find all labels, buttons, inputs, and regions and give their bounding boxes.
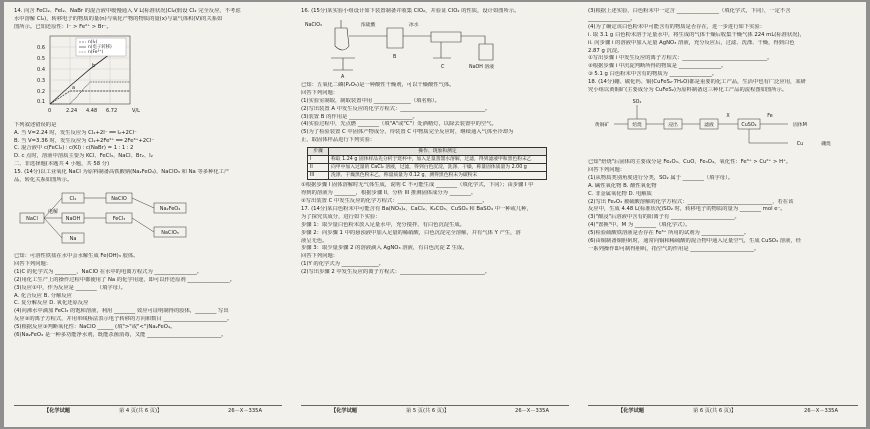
text-line: 已知：五氧化二磷(P₂O₅)是一种酸性干燥剂，可以干燥酸性气体。 xyxy=(301,81,455,88)
question-16-subquestions xyxy=(301,82,569,145)
text-line: 17. (14分)某白色粉末中可能含有 Ba(NO₃)₂、CaCl₂、K₂CO₃、CuSO₄ 和 BaSO₄ 中一种或几种， xyxy=(301,205,532,212)
text-line: 下列叙述错误的是 xyxy=(14,121,57,128)
flow-node: Cl₂ xyxy=(69,195,77,202)
text-line: 品，转化关系如图所示。 xyxy=(14,177,73,184)
apparatus-label: B xyxy=(393,54,397,60)
text-line: 一系列操作即可制得胆矾，指空气的作用是 ________________________。 xyxy=(588,245,760,252)
text-line: (3)根据上述实验，白色粉末中一定含 ________________（填化学式，下同），一定不含 xyxy=(588,8,791,14)
text-line: ②根据步骤 i 中沉淀判断所得的物质是 ________________。 xyxy=(588,63,727,70)
text-line: 2.87 g 沉淀。 xyxy=(588,47,623,54)
text-line: (4)向沸水中滴加 FeCl₃ 的饱和溶液，利用 ________ 效应可证明制得的胶体，________ 写出 xyxy=(14,308,229,315)
text-line: ②写出装置 C 中发生反应的化学方程式：________________________________。 xyxy=(301,197,488,204)
page-6 xyxy=(588,8,858,418)
q16-experiment-table xyxy=(307,147,547,180)
ytick: 0.1 xyxy=(37,98,45,105)
text-line: ii. 向步骤 i 的溶液中加入足量 AgNO₃ 溶液，充分反应后，过滤、洗涤、干燥，得到白色 xyxy=(588,39,795,46)
xtick: 4.48 xyxy=(86,107,98,114)
footer-code: 26－X－335A xyxy=(515,408,549,414)
question-14-options xyxy=(14,122,282,185)
text-line: (6)由铜制备铜胆矾时，通常向铜和稀硫酸的混合物中通入足量空气，生成 CuSO₄ 溶液，经 xyxy=(588,238,801,245)
question-17-18-text xyxy=(588,8,858,95)
legend-entry: n(电子转移) xyxy=(88,44,112,50)
table-row xyxy=(308,172,547,180)
apparatus-label: A xyxy=(341,74,345,80)
text-line: D. c 点时，溶液中溶质主要为 KCl、FeCl₃、NaCl、Br₂、I₂ xyxy=(14,153,153,160)
flow-node: NaCl xyxy=(26,215,38,222)
ytick: 0.6 xyxy=(37,44,45,51)
xtick: 6.72 xyxy=(106,107,118,114)
question-16-17-text xyxy=(301,182,569,277)
footer-code: 26－X－335A xyxy=(228,408,262,414)
text-line: C. 复分解反应 D. 氧化还原反应 xyxy=(14,300,89,307)
footer-code: 26－X－335A xyxy=(804,408,838,414)
apparatus-label: NaOH 溶液 xyxy=(469,64,495,70)
xtick: 0 xyxy=(48,107,52,114)
table-cell: III xyxy=(308,172,329,180)
text-line: (2)用化工生产上的操作过程中都使用了 Na 的化学用途，即可以作还原剂 ________________。 xyxy=(14,276,236,283)
flow-node: 固体M xyxy=(793,122,807,128)
text-line: (3)"酸浸"后溶液中含有的阳离子有 ________________________。 xyxy=(588,214,740,221)
footer-page: 第 4 页(共 6 页)】 xyxy=(119,408,163,414)
table-cell: 向甲中加入过量的 CaCl₂ 溶液，过滤，得到白色沉淀，洗涤、干燥，称量固体质量为 2.00 g xyxy=(329,164,547,172)
text-line: 究小组以黄铜矿(主要成分为 CuFeS₂)为原料制备这三种化工产品的流程图如图所示。 xyxy=(588,87,788,94)
question-15-subquestions xyxy=(14,253,282,340)
text-line: 反应②的离子方程式，并用单线桥法表示电子转移的方向和数目 ________________________。 xyxy=(14,316,233,323)
text-line: 为了探究其成分，进行如下实验： xyxy=(301,213,381,220)
text-line: 图所示。已知还原性：I⁻ > Fe²⁺ > Br⁻。 xyxy=(14,23,112,30)
text-line: 已知"焙烧"后固体的主要成分是 Fe₂O₃、CuO、Fe₃O₄，氧化性：Fe³⁺ > Cu²⁺ > H⁺。 xyxy=(588,158,792,165)
table-header: 操作、现象和测定 xyxy=(329,148,547,156)
table-row xyxy=(308,164,547,172)
text-line: (1)C 的化学式为 ________，NaClO 在水中的电离方程式为 ________________。 xyxy=(14,268,203,275)
table-cell: 称取 1.24 g 固体样品先分析于烧杯中，加入足量蒸馏水溶解，过滤，得到滤液甲和黑色粉末乙 xyxy=(329,156,547,164)
flow-node: Na xyxy=(69,235,77,242)
ytick: 0.2 xyxy=(37,88,45,95)
text-line: A. 当 V=2.24 时，发生反应为 Cl₂+2I⁻ ══ I₂+2Cl⁻ xyxy=(14,129,137,136)
ytick: 0.3 xyxy=(37,77,45,84)
page-footer xyxy=(301,405,569,418)
q15-flow-diagram xyxy=(14,187,214,251)
q14-chart xyxy=(14,34,164,120)
text-line: (2)写出装置 A 中发生反应的化学方程式：________________________________。 xyxy=(301,105,491,112)
xtick: V/L xyxy=(132,107,140,114)
text-line: (4)为了确定该白色粉末中可能含有的物质是否存在，进一步进行如下实验： xyxy=(588,23,766,30)
flow-node: Fe xyxy=(767,113,773,119)
apparatus-label: 浓硫酸 xyxy=(361,22,376,28)
table-cell: 洗涤、干燥黑色粉末乙，称量质量为 0.12 g，测得黑色粉末为碳粉末 xyxy=(329,172,547,180)
text-line: 15. (14分)以工业氧化 NaCl 为原料制备高铁酸钠(Na₂FeO₄)、NaClO₃ 和 Na 等多种化工产 xyxy=(14,169,230,176)
text-line: 止，取固体样品进行下列实验： xyxy=(301,137,376,144)
text-line: 步骤 3：取少量步骤 2 的溶液滴入 AgNO₃ 溶液，有白色沉淀 Z 生成。 xyxy=(301,245,468,252)
legend-entry: n(Fe³⁺) xyxy=(88,49,104,55)
text-line: 得到的溶液为 ________，根据步骤 II，分析 III 推测固体成分为 ________。 xyxy=(301,190,477,197)
text-line: ③ 5.1 g 白色粉末中含有的物质为 ________________。 xyxy=(588,71,718,78)
ytick: 0.5 xyxy=(37,55,45,62)
point-label: b xyxy=(92,62,96,69)
text-line: (3)装置 B 的作用是 ________________________。 xyxy=(301,113,418,120)
flow-node: X xyxy=(726,113,730,119)
flow-node: NaClO₃ xyxy=(161,229,179,236)
text-line: ________________。 xyxy=(588,15,636,22)
question-16-stem xyxy=(301,8,569,16)
table-cell: II xyxy=(308,164,329,172)
flow-node: SO₂ xyxy=(632,99,642,105)
text-line: 水中溶解 Cl₂)，转移电子的物质的量(n)与氧化产物的物质的量(x)与氯气体积(V)的关系如 xyxy=(14,15,223,22)
text-line: 回答下列问题： xyxy=(588,166,626,173)
text-line: ①写出步骤 i 中发生反应的离子方程式：________________________________。 xyxy=(588,55,773,62)
text-line: C. 非金属氧化物 D. 电解质 xyxy=(588,190,652,197)
q18-flow-diagram xyxy=(588,97,838,157)
flow-node: NaClO xyxy=(111,195,127,202)
flow-node: Cu xyxy=(796,141,804,147)
text-line: 已知：可溶性铁盐在水中会水解生成 Fe(OH)₃ 胶体。 xyxy=(14,252,139,259)
text-line: (5)检验硫酸铁溶液是否存在 Fe³⁺ 所用的试剂为 ________________。 xyxy=(588,230,750,237)
text-line: 回答下列问题： xyxy=(301,89,339,96)
text-line: ①根据步骤 I 固体溶解时无气体生成，说明 C 不可能生成 ________（填化学式，下同）；由步骤 I 中 xyxy=(301,182,534,189)
text-line: (2)写出步骤 2 中发生反应的离子方程式：________________________________。 xyxy=(301,269,491,276)
footer-page: 第 6 页(共 6 页)】 xyxy=(693,408,737,414)
flow-node: 焙烧 xyxy=(632,122,642,128)
text-line: B. 当 V=3.36 时，发生反应为 Cl₂+2Fe²⁺ ══ 2Fe³⁺+2Cl⁻ xyxy=(14,137,155,144)
question-18-subquestions xyxy=(588,159,858,254)
table-header: 步骤 xyxy=(308,148,329,156)
flow-node: Na₂FeO₄ xyxy=(159,205,181,212)
page-footer xyxy=(588,405,858,418)
page-footer xyxy=(14,405,282,418)
flow-node: 电解 xyxy=(47,208,59,215)
text-line: (5)根据反应③判断氧化性：NaClO ______ (填">"或"<")Na₂FeO₄。 xyxy=(14,324,176,331)
xtick: 2.24 xyxy=(66,107,78,114)
footer-title: 【化学试题 xyxy=(331,408,357,414)
apparatus-label: C xyxy=(441,64,445,70)
text-line: (1)Y 的化学式为 ______________。 xyxy=(301,261,384,268)
text-line: i. 取 3.1 g 白色粉末溶于足量水中，将生成的气体干燥后收集干燥气体 224 mL(标准状况)， xyxy=(588,31,805,38)
text-line: (5)为了检验装置 C 中固体产物成分，待装置 C 中物质完全反应时，继续通入气体至冷却为 xyxy=(301,129,514,136)
table-cell: I xyxy=(308,156,329,164)
footer-page: 第 5 页(共 6 页)】 xyxy=(406,408,450,414)
q16-apparatus xyxy=(301,18,521,80)
footer-title: 【化学试题 xyxy=(618,408,644,414)
apparatus-label: NaClO₃ xyxy=(305,22,322,28)
text-line: 反应中，生成 4.48 L(标准状况)SO₂ 时，转移电子的物质的量为 ________ mol e⁻。 xyxy=(588,206,786,213)
flow-node: 浸出 xyxy=(668,122,678,128)
text-line: 回答下列问题： xyxy=(14,260,52,267)
text-line: (4)实验过程中，先点燃 ________（填"A"或"C"）处酒精灯，以除去装置中的空气。 xyxy=(301,121,497,128)
exam-sheet xyxy=(4,2,866,427)
flow-node: 黄铜矿 xyxy=(594,122,610,128)
text-line: A. 化合反应 B. 分解反应 xyxy=(14,292,72,299)
legend-entry: n(I₂) xyxy=(88,39,98,45)
point-label: a xyxy=(72,84,76,91)
footer-title: 【化学试题 xyxy=(44,408,70,414)
flow-node: FeCl₃ xyxy=(112,215,126,222)
page-5 xyxy=(301,8,569,418)
text-line: (2)写出 Fe₂O₃ 被硫酸溶解的化学方程式：________________________________，若在该 xyxy=(588,198,794,205)
text-line: (1)从物质类别角度进行分类，SO₂ 属于 ________（填字母）。 xyxy=(588,174,734,181)
flow-node: CuSO₄ xyxy=(741,122,757,128)
text-line: 回答下列问题： xyxy=(301,253,339,260)
text-line: (1)实验室制取，制取装置中用 ______________（填名称）。 xyxy=(301,97,440,104)
text-line: 步骤 1：取少量白色粉末放入足量水中，充分搅拌，有白色沉淀生成。 xyxy=(301,221,465,228)
flow-node: NaOH xyxy=(65,215,81,222)
text-line: A. 碱性氧化物 B. 酸性氧化物 xyxy=(588,182,657,189)
text-line: 液呈无色。 xyxy=(301,237,328,244)
text-line: (6)Na₂FeO₄ 是一种多功能净水剂，既能杀菌消毒，又能 ____________________________。 xyxy=(14,332,227,339)
flow-node: 滤液 xyxy=(704,122,714,128)
text-line: (4)"置换"中，M 为 ________（填化学式）。 xyxy=(588,222,691,229)
page-4 xyxy=(14,8,282,418)
text-line: 16. (15分)某实验小组设计如下装置制备并收集 ClO₂，并验证 ClO₂ 的性质，设计如图所示。 xyxy=(301,8,520,14)
table-row xyxy=(308,156,547,164)
text-line: 步骤 2：向步骤 1 中的悬浊液中加入足量的稀硝酸，白色沉淀完全溶解，并有气体 Y 产生，溶 xyxy=(301,229,521,236)
text-line: 二、非选择题(本题共 4 小题，共 58 分) xyxy=(14,161,110,168)
ytick: 0.4 xyxy=(37,66,45,73)
flow-node: 硼烧 xyxy=(821,141,831,147)
text-line: (3)反应①中，作为反应是 ________（填字母）。 xyxy=(14,284,126,291)
question-14-stem xyxy=(14,8,282,32)
apparatus-label: 冰水 xyxy=(409,22,419,28)
text-line: C. 混合液中 c(FeCl₂) ∶ c(KI) ∶ c(NaBr) = 1 ∶ 1 ∶ 2 xyxy=(14,145,134,152)
text-line: 18. (14分)硼、碳化钙、铜(CuFeS₂·7H₂O)都是重要的化工产品，生活中也有广泛应用，某研 xyxy=(588,79,806,86)
text-line: 14. 向含 FeCl₂、FeI₂、NaBr 的混合液中缓慢通入 V L(标准状况)Cl₂(假设 Cl₂ 完全反应，不考虑 xyxy=(14,8,241,14)
